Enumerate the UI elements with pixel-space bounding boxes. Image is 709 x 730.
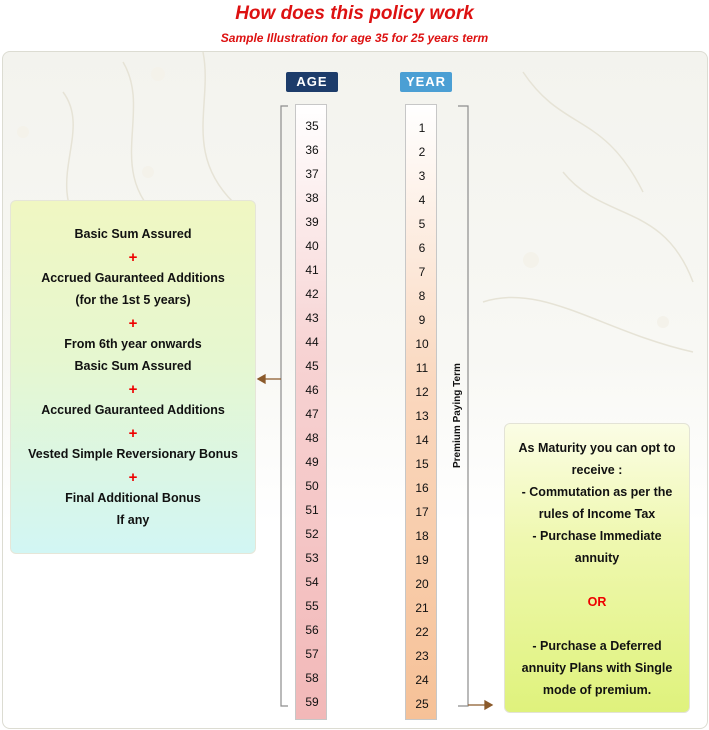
age-value: 56 [305,623,319,637]
benefit-components-box [10,200,256,554]
page-subtitle: Sample Illustration for age 35 for 25 years term [220,31,489,45]
year-header: YEAR [400,72,452,92]
age-value: 53 [305,551,319,565]
age-value: 58 [305,671,319,685]
year-value: 3 [418,169,426,183]
plus-sign: + [128,425,138,442]
year-value: 17 [415,505,429,519]
year-value: 6 [418,241,426,255]
year-value: 9 [418,313,426,327]
year-value: 24 [415,673,429,687]
age-value: 37 [305,167,319,181]
benefit-line: Basic Sum Assured [74,359,192,373]
premium-paying-term-label: Premium Paying Term [452,363,463,468]
maturity-option-line: - Purchase a Deferred [532,639,662,653]
age-value: 51 [305,503,319,517]
benefit-line: Basic Sum Assured [74,227,192,241]
maturity-option-line: annuity Plans with Single [521,661,673,675]
age-value: 50 [305,479,319,493]
benefit-line: (for the 1st 5 years) [75,293,191,307]
year-value: 8 [418,289,426,303]
year-value: 11 [415,361,429,375]
age-value: 38 [305,191,319,205]
year-value: 19 [415,553,429,567]
maturity-options-box [504,423,690,713]
year-value: 16 [415,481,429,495]
maturity-option-line: - Purchase Immediate [532,529,662,543]
plus-sign: + [128,315,138,332]
maturity-option-line: receive : [571,463,623,477]
age-value: 44 [305,335,319,349]
year-value: 5 [418,217,426,231]
maturity-option-line: mode of premium. [542,683,652,697]
year-value: 7 [418,265,426,279]
year-value: 1 [418,121,426,135]
year-value: 12 [415,385,429,399]
benefit-line: Vested Simple Reversionary Bonus [28,447,238,461]
year-value: 20 [415,577,429,591]
or-separator: OR [587,595,607,609]
age-value: 43 [305,311,319,325]
age-value: 54 [305,575,319,589]
year-value: 23 [415,649,429,663]
age-header: AGE [286,72,338,92]
age-value: 46 [305,383,319,397]
age-value: 45 [305,359,319,373]
maturity-option-line: rules of Income Tax [538,507,656,521]
year-value: 15 [415,457,429,471]
benefit-line: Accured Gauranteed Additions [41,403,225,417]
year-value: 25 [415,697,429,711]
age-value: 55 [305,599,319,613]
plus-sign: + [128,249,138,266]
plus-sign: + [128,469,138,486]
plus-sign: + [128,381,138,398]
year-value: 14 [415,433,429,447]
year-value: 18 [415,529,429,543]
age-value: 57 [305,647,319,661]
age-value: 52 [305,527,319,541]
page-title: How does this policy work [235,3,474,24]
year-value: 2 [418,145,426,159]
maturity-option-line: - Commutation as per the [521,485,673,499]
benefit-line: From 6th year onwards [64,337,202,351]
age-value: 39 [305,215,319,229]
maturity-option-line: annuity [574,551,620,565]
benefit-line: Final Additional Bonus [65,491,201,505]
year-value: 10 [415,337,429,351]
age-value: 40 [305,239,319,253]
age-value: 41 [305,263,319,277]
age-value: 42 [305,287,319,301]
year-value: 13 [415,409,429,423]
benefit-line: If any [116,513,150,527]
year-value: 4 [418,193,426,207]
age-value: 59 [305,695,319,709]
year-value: 21 [415,601,429,615]
age-value: 36 [305,143,319,157]
benefit-line: Accrued Gauranteed Additions [41,271,225,285]
age-value: 49 [305,455,319,469]
maturity-option-line: As Maturity you can opt to [518,441,676,455]
age-value: 35 [305,119,319,133]
age-value: 47 [305,407,319,421]
age-value: 48 [305,431,319,445]
year-value: 22 [415,625,429,639]
